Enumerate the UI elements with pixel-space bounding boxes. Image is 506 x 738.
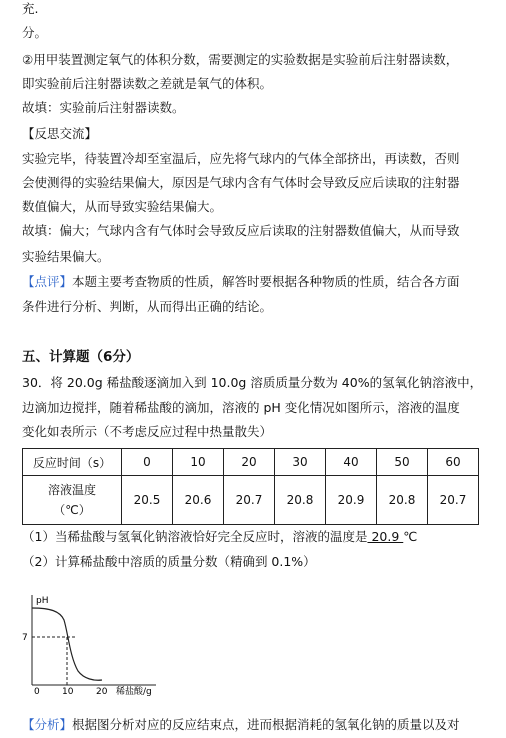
table-cell: 40 xyxy=(326,449,377,476)
text-line: ②用甲装置测定氧气的体积分数，需要测定的实验数据是实验前后注射器读数， xyxy=(22,52,459,67)
text-line: 会使测得的实验结果偏大，原因是气球内含有气体时会导致反应后读取的注射器 xyxy=(22,175,460,190)
y-tick-label: 7 xyxy=(22,633,28,643)
sub-question-2: （2）计算稀盐酸中溶质的质量分数（精确到 0.1%） xyxy=(22,554,316,569)
text-line: 实验结果偏大。 xyxy=(22,249,110,264)
x-axis-label: 稀盐酸/g xyxy=(116,687,152,697)
table-cell: 30 xyxy=(275,449,326,476)
table-cell: 20.9 xyxy=(326,476,377,525)
section-heading: 【反思交流】 xyxy=(22,126,98,141)
analysis-line xyxy=(22,716,460,734)
analysis-text: 根据图分析对应的反应结束点，进而根据消耗的氢氧化钠的质量以及对 xyxy=(72,717,460,732)
x-tick-label: 20 xyxy=(96,687,108,697)
section-title: 五、计算题（6分） xyxy=(22,349,140,365)
x-tick-label: 10 xyxy=(62,687,74,697)
table-header-cell: 反应时间（s） xyxy=(23,449,122,476)
analysis-tag: 【分析】 xyxy=(22,717,73,732)
text-line: 数值偏大，从而导致实验结果偏大。 xyxy=(22,199,223,214)
x-tick-label: 0 xyxy=(34,687,40,697)
text-line: 故填：偏大；气球内含有气体时会导致反应后读取的注射器数值偏大，从而导致 xyxy=(22,223,460,238)
text-line: 实验完毕，待装置冷却至室温后，应先将气球内的气体全部挤出，再读数，否则 xyxy=(22,151,460,166)
table-row xyxy=(23,476,479,525)
table-cell: 20.6 xyxy=(173,476,224,525)
table-header-cell: 溶液温度 （℃） xyxy=(23,476,122,525)
table-cell: 20.7 xyxy=(428,476,479,525)
temperature-table xyxy=(22,448,479,525)
table-cell: 20.5 xyxy=(122,476,173,525)
sub-question-1: （1）当稀盐酸与氢氧化钠溶液恰好完全反应时，溶液的温度是 20.9 ℃ xyxy=(22,529,418,544)
comment-tag: 【点评】 xyxy=(22,274,73,289)
text-line: 充. xyxy=(22,1,39,16)
text-line: 分。 xyxy=(22,25,48,40)
question-line: 变化如表所示（不考虑反应过程中热量散失） xyxy=(22,424,273,439)
table-cell: 20.8 xyxy=(275,476,326,525)
table-cell: 20 xyxy=(224,449,275,476)
table-cell: 20.7 xyxy=(224,476,275,525)
answer-blank: 20.9 xyxy=(367,529,404,544)
ph-graph xyxy=(22,585,172,699)
question-line: 边滴加边搅拌，随着稀盐酸的滴加，溶液的 pH 变化情况如图所示，溶液的温度 xyxy=(22,400,460,415)
comment-text: 本题主要考查物质的性质，解答时要根据各种物质的性质，结合各方面 xyxy=(72,274,460,289)
text-line: 即实验前后注射器读数之差就是氧气的体积。 xyxy=(22,76,273,91)
table-row xyxy=(23,449,479,476)
comment-line xyxy=(22,273,460,291)
table-cell: 10 xyxy=(173,449,224,476)
table-cell: 0 xyxy=(122,449,173,476)
table-cell: 50 xyxy=(377,449,428,476)
text-line: 故填：实验前后注射器读数。 xyxy=(22,100,185,115)
y-axis-label: pH xyxy=(36,596,49,606)
table-cell: 20.8 xyxy=(377,476,428,525)
text-line: 条件进行分析、判断，从而得出正确的结论。 xyxy=(22,299,273,314)
question-line: 30．将 20.0g 稀盐酸逐滴加入到 10.0g 溶质质量分数为 40%的氢氧化钠溶液中， xyxy=(22,375,483,390)
table-cell: 60 xyxy=(428,449,479,476)
